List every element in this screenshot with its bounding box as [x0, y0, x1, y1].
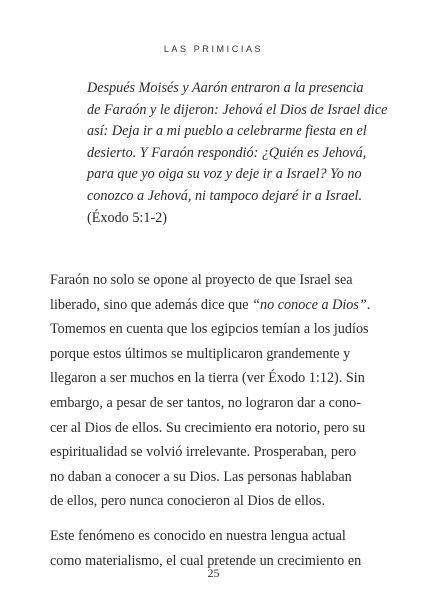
- paragraph-line: como materialismo, el cual pretende un crecimiento en: [50, 552, 362, 569]
- paragraph-line: porque estos últimos se multiplicaron grandemente y: [50, 345, 351, 362]
- paragraph-1: [50, 268, 380, 514]
- quote-line: conozco a Jehová, ni tampoco dejaré ir a Israel.: [87, 187, 363, 204]
- quote-line: para que yo oiga su voz y deje ir a Israel? Yo no: [87, 166, 362, 183]
- scripture-quote: [87, 78, 388, 229]
- paragraph-line: Faraón no solo se opone al proyecto de que Israel sea: [50, 272, 353, 288]
- page-number: 25: [207, 566, 220, 580]
- paragraph-line: de ellos, pero nunca conocieron al Dios de ellos.: [50, 493, 325, 510]
- running-head: LAS PRIMICIAS: [163, 44, 264, 54]
- paragraph-line: [50, 293, 380, 318]
- text-run: .: [366, 296, 371, 313]
- paragraph-line: Tomemos en cuenta que los egipcios temían a los judíos: [50, 321, 369, 338]
- paragraph-line: no daban a conocer a su Dios. Las personas hablaban: [50, 468, 352, 485]
- text-run: liberado, sino que además dice que: [50, 296, 253, 313]
- quote-line: así: Deja ir a mi pueblo a celebrarme fiesta en el: [87, 123, 367, 140]
- quote-line: Después Moisés y Aarón entraron a la presencia: [87, 80, 364, 96]
- paragraph-line: cer al Dios de ellos. Su crecimiento era notorio, pero su: [50, 419, 366, 436]
- quote-citation: (Éxodo 5:1-2): [87, 209, 167, 226]
- paragraph-line: embargo, a pesar de ser tantos, no lograron dar a cono-: [50, 394, 361, 411]
- paragraph-line: Este fenómeno es conocido en nuestra lengua actual: [50, 528, 346, 544]
- quote-line: desierto. Y Faraón respondió: ¿Quién es Jehová,: [87, 144, 367, 161]
- paragraph-line: llegaron a ser muchos en la tierra (ver Éxodo 1:12). Sin: [50, 370, 365, 387]
- paragraph-line: espiritualidad se volvió irrelevante. Prosperaban, pero: [50, 444, 357, 461]
- emphasized-quote: “no conoce a Dios”: [252, 296, 367, 313]
- quote-line: de Faraón y le dijeron: Jehová el Dios de Israel dice: [87, 101, 388, 118]
